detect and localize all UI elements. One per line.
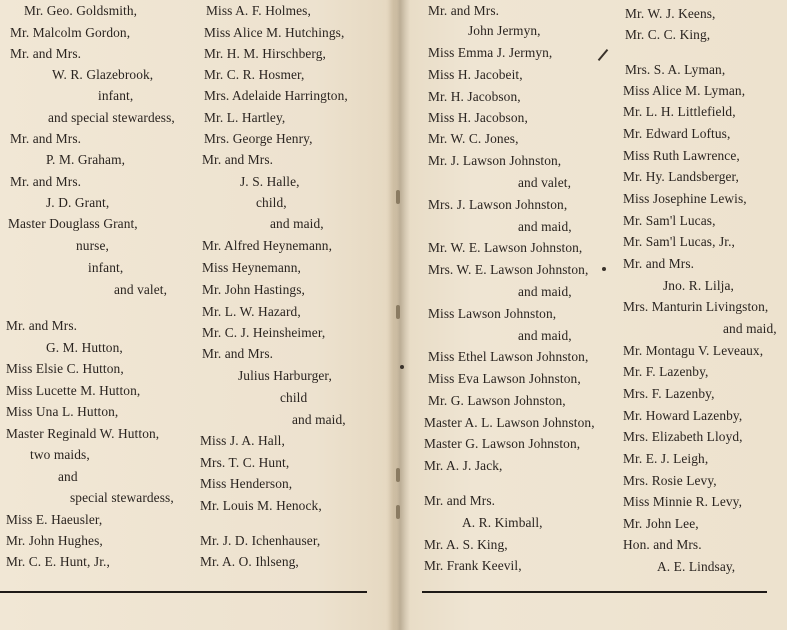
list-item: Mr. Sam'l Lucas, Jr.,	[623, 234, 736, 249]
list-item: John Jermyn,	[468, 23, 541, 38]
list-item: P. M. Graham,	[46, 152, 126, 167]
ink-dot	[602, 267, 606, 271]
list-item: Mr. C. R. Hosmer,	[204, 67, 305, 82]
list-item: Miss Ethel Lawson Johnston,	[428, 349, 589, 364]
list-item: Master Douglass Grant,	[8, 216, 138, 231]
list-item: and maid,	[723, 321, 777, 336]
list-item: Miss H. Jacobson,	[428, 110, 528, 125]
list-item: and special stewardess,	[48, 110, 175, 125]
binding-stitch	[396, 305, 400, 319]
list-item: Mr. W. E. Lawson Johnston,	[428, 240, 583, 255]
list-item: Miss Henderson,	[200, 476, 293, 491]
list-item: Mr. Montagu V. Leveaux,	[623, 343, 764, 358]
list-item: Mr. H. M. Hirschberg,	[204, 46, 326, 61]
list-item: Master G. Lawson Johnston,	[424, 436, 581, 451]
list-item: child	[280, 390, 308, 405]
list-item: Mr. and Mrs.	[424, 493, 496, 508]
list-item: Mr. John Hastings,	[202, 282, 305, 297]
list-item: Mr. Edward Loftus,	[623, 126, 731, 141]
list-item: Mr. Howard Lazenby,	[623, 408, 743, 423]
list-item: Miss Ruth Lawrence,	[623, 148, 740, 163]
list-item: Mr. Hy. Landsberger,	[623, 169, 740, 184]
list-item: and maid,	[292, 412, 346, 427]
list-item: Mr. G. Lawson Johnston,	[428, 393, 566, 408]
binding-stitch	[396, 468, 400, 482]
list-item: Miss Una L. Hutton,	[6, 404, 119, 419]
list-item: Mr. Alfred Heynemann,	[202, 238, 333, 253]
list-item: Mrs. Elizabeth Lloyd,	[623, 429, 743, 444]
list-item: Mr. and Mrs.	[10, 46, 82, 61]
list-item: Mr. L. H. Littlefield,	[623, 104, 736, 119]
list-item: Mrs. J. Lawson Johnston,	[428, 197, 568, 212]
list-item: Mrs. W. E. Lawson Johnston,	[428, 262, 589, 277]
list-item: Mr. J. D. Ichenhauser,	[200, 533, 321, 548]
list-item: Mrs. S. A. Lyman,	[625, 62, 726, 77]
list-item: Mrs. F. Lazenby,	[623, 386, 715, 401]
list-item: Julius Harburger,	[238, 368, 332, 383]
list-item: Mrs. George Henry,	[204, 131, 313, 146]
list-item: infant,	[98, 88, 134, 103]
list-item: and	[58, 469, 78, 484]
list-item: and maid,	[518, 328, 572, 343]
list-item: Mr. and Mrs.	[623, 256, 695, 271]
list-item: and maid,	[270, 216, 324, 231]
list-item: Miss Josephine Lewis,	[623, 191, 747, 206]
list-item: Mr. F. Lazenby,	[623, 364, 709, 379]
list-item: and valet,	[518, 175, 572, 190]
list-item: Mr. Louis M. Henock,	[200, 498, 322, 513]
list-item: Miss J. A. Hall,	[200, 433, 285, 448]
list-item: Mrs. Rosie Levy,	[623, 473, 717, 488]
list-item: Mr. C. J. Heinsheimer,	[202, 325, 326, 340]
list-item: W. R. Glazebrook,	[52, 67, 154, 82]
list-item: Mr. and Mrs.	[6, 318, 78, 333]
pencil-mark	[598, 49, 609, 61]
page-rule	[0, 591, 367, 593]
list-item: Hon. and Mrs.	[623, 537, 702, 552]
list-item: Mr. A. J. Jack,	[424, 458, 503, 473]
list-item: Mr. John Hughes,	[6, 533, 103, 548]
list-item: Mr. J. Lawson Johnston,	[428, 153, 562, 168]
list-item: Mr. and Mrs.	[202, 152, 274, 167]
list-item: Miss Elsie C. Hutton,	[6, 361, 124, 376]
list-item: Miss Alice M. Lyman,	[623, 83, 746, 98]
list-item: Mr. W. J. Keens,	[625, 6, 716, 21]
list-item: Mrs. T. C. Hunt,	[200, 455, 290, 470]
list-item: G. M. Hutton,	[46, 340, 123, 355]
list-item: J. D. Grant,	[46, 195, 110, 210]
list-item: Miss Alice M. Hutchings,	[204, 25, 345, 40]
list-item: Mr. C. E. Hunt, Jr.,	[6, 554, 110, 569]
list-item: Mr. L. Hartley,	[204, 110, 286, 125]
list-item: and maid,	[518, 219, 572, 234]
list-item: Miss Emma J. Jermyn,	[428, 45, 553, 60]
list-item: infant,	[88, 260, 124, 275]
list-item: Miss Minnie R. Levy,	[623, 494, 743, 509]
list-item: Mr. Sam'l Lucas,	[623, 213, 716, 228]
right-page	[402, 0, 787, 630]
list-item: Mrs. Adelaide Harrington,	[204, 88, 348, 103]
list-item: Mr. L. W. Hazard,	[202, 304, 301, 319]
list-item: child,	[256, 195, 287, 210]
list-item: special stewardess,	[70, 490, 174, 505]
list-item: J. S. Halle,	[240, 174, 300, 189]
list-item: Mrs. Manturin Livingston,	[623, 299, 769, 314]
binding-stitch	[396, 505, 400, 519]
list-item: Miss Eva Lawson Johnston,	[428, 371, 581, 386]
list-item: Mr. and Mrs.	[10, 131, 82, 146]
list-item: A. R. Kimball,	[462, 515, 543, 530]
left-page	[0, 0, 392, 630]
ink-dot	[400, 365, 404, 369]
list-item: Mr. C. C. King,	[625, 27, 711, 42]
list-item: nurse,	[76, 238, 109, 253]
list-item: Mr. W. C. Jones,	[428, 131, 519, 146]
list-item: two maids,	[30, 447, 90, 462]
list-item: Miss A. F. Holmes,	[206, 3, 311, 18]
list-item: Mr. A. S. King,	[424, 537, 508, 552]
list-item: Miss H. Jacobeit,	[428, 67, 523, 82]
list-item: Master Reginald W. Hutton,	[6, 426, 160, 441]
list-item: and valet,	[114, 282, 168, 297]
page-rule	[422, 591, 767, 593]
list-item: Mr. and Mrs.	[10, 174, 82, 189]
list-item: Miss Lucette M. Hutton,	[6, 383, 141, 398]
list-item: Mr. A. O. Ihlseng,	[200, 554, 299, 569]
list-item: Mr. H. Jacobson,	[428, 89, 521, 104]
binding-stitch	[396, 190, 400, 204]
list-item: Miss Lawson Johnston,	[428, 306, 557, 321]
list-item: Mr. Frank Keevil,	[424, 558, 522, 573]
list-item: Miss E. Haeusler,	[6, 512, 103, 527]
list-item: Mr. Geo. Goldsmith,	[24, 3, 138, 18]
list-item: Jno. R. Lilja,	[663, 278, 734, 293]
list-item: Mr. E. J. Leigh,	[623, 451, 709, 466]
list-item: Mr. and Mrs.	[202, 346, 274, 361]
list-item: and maid,	[518, 284, 572, 299]
list-item: Master A. L. Lawson Johnston,	[424, 415, 595, 430]
list-item: Miss Heynemann,	[202, 260, 301, 275]
list-item: Mr. and Mrs.	[428, 3, 500, 18]
list-item: Mr. Malcolm Gordon,	[10, 25, 131, 40]
list-item: A. E. Lindsay,	[657, 559, 736, 574]
list-item: Mr. John Lee,	[623, 516, 699, 531]
